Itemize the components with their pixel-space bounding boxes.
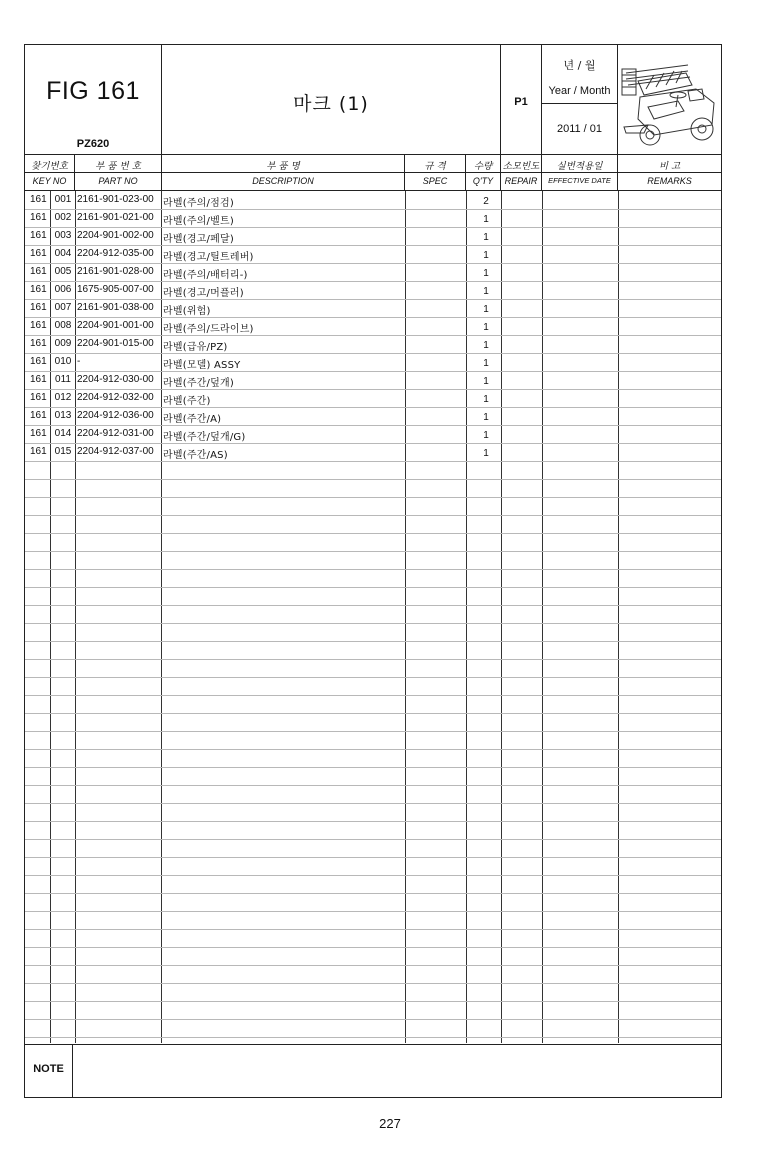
column-label-ko: 규 격 xyxy=(424,161,446,172)
part-description: 라벨(주간/덮개) xyxy=(163,378,234,389)
column-label-en: EFFECTIVE DATE xyxy=(548,176,611,185)
part-number: 2204-912-030-00 xyxy=(77,374,154,385)
column-label-ko: 수량 xyxy=(473,161,493,172)
key-number: 006 xyxy=(54,284,72,295)
column-label-en: REMARKS xyxy=(647,176,692,186)
figure-title: FIG 161 xyxy=(46,77,140,105)
table-row xyxy=(25,245,721,263)
figure-box xyxy=(25,45,162,154)
part-description: 라벨(주의/배터리-) xyxy=(163,270,248,281)
column-label-ko: 부 품 번 호 xyxy=(95,161,141,172)
parts-table-body xyxy=(25,191,721,1043)
key-number: 004 xyxy=(54,248,72,259)
column-label-en: SPEC xyxy=(422,176,448,186)
table-row xyxy=(25,371,721,389)
key-number: 002 xyxy=(54,212,72,223)
quantity: 1 xyxy=(483,268,489,279)
column-qty xyxy=(466,155,501,191)
column-part-no xyxy=(75,155,162,191)
year-month-value: 2011 / 01 xyxy=(556,123,603,135)
quantity: 1 xyxy=(483,376,489,387)
quantity: 1 xyxy=(483,430,489,441)
quantity: 2 xyxy=(483,196,489,207)
part-number: 2204-901-001-00 xyxy=(77,320,154,331)
table-row xyxy=(25,209,721,227)
part-description: 라벨(주간/A) xyxy=(163,414,222,425)
page-number: 227 xyxy=(379,1116,401,1131)
fig-number: 161 xyxy=(30,194,47,205)
machine-illustration-box xyxy=(618,45,722,154)
fig-number: 161 xyxy=(30,356,47,367)
year-month-label-en: Year / Month xyxy=(548,85,611,97)
table-row xyxy=(25,353,721,371)
quantity: 1 xyxy=(483,358,489,369)
key-number: 011 xyxy=(55,374,71,385)
part-description: 라벨(주간) xyxy=(163,396,211,407)
part-number: - xyxy=(77,356,81,367)
key-number: 008 xyxy=(54,320,72,331)
key-number: 010 xyxy=(54,356,72,367)
part-description: 라벨(주의/점검) xyxy=(163,198,234,209)
column-label-en: PART NO xyxy=(98,176,138,186)
column-label-en: Q'TY xyxy=(472,176,494,186)
column-label-ko: 소모빈도 xyxy=(502,161,540,172)
column-label-ko: 찾기번호 xyxy=(31,161,68,172)
part-number: 2204-912-037-00 xyxy=(77,446,154,457)
part-description: 라벨(급유/PZ) xyxy=(163,342,228,353)
note-label: NOTE xyxy=(25,1045,73,1098)
table-row xyxy=(25,227,721,245)
quantity: 1 xyxy=(483,340,489,351)
part-number: 2204-901-002-00 xyxy=(77,230,154,241)
fig-number: 161 xyxy=(30,266,47,277)
part-description: 라벨(주간/AS) xyxy=(163,450,228,461)
fig-number: 161 xyxy=(30,374,47,385)
table-row xyxy=(25,335,721,353)
column-spec xyxy=(405,155,466,191)
fig-number: 161 xyxy=(30,410,47,421)
column-effective-date xyxy=(542,155,618,191)
column-label-ko: 비 고 xyxy=(658,161,681,172)
part-description: 라벨(주의/드라이브) xyxy=(163,324,254,335)
quantity: 1 xyxy=(483,322,489,333)
part-number: 2204-901-015-00 xyxy=(77,338,154,349)
quantity: 1 xyxy=(483,214,489,225)
column-key-no xyxy=(25,155,75,191)
key-number: 015 xyxy=(54,446,72,457)
fig-number: 161 xyxy=(30,212,47,223)
part-group-title: 마크 (1) xyxy=(293,93,369,115)
note-area xyxy=(25,1044,721,1098)
part-title-box xyxy=(162,45,501,154)
key-number: 005 xyxy=(54,266,72,277)
fig-number: 161 xyxy=(30,446,47,457)
page-label: P1 xyxy=(514,96,528,108)
fig-number: 161 xyxy=(30,248,47,259)
quantity: 1 xyxy=(483,286,489,297)
table-row xyxy=(25,425,721,443)
key-number: 012 xyxy=(54,392,72,403)
key-number: 001 xyxy=(54,194,72,205)
page-label-box xyxy=(501,45,542,154)
part-number: 2204-912-031-00 xyxy=(77,428,154,439)
column-label-en: KEY NO xyxy=(32,176,67,186)
column-label-en: REPAIR xyxy=(504,176,538,186)
fig-number: 161 xyxy=(30,392,47,403)
part-description: 라벨(주간/덮개/G) xyxy=(163,432,246,443)
part-number: 1675-905-007-00 xyxy=(77,284,154,295)
fig-number: 161 xyxy=(30,302,47,313)
part-description: 라벨(모델) ASSY xyxy=(163,360,241,371)
column-label-en: DESCRIPTION xyxy=(252,176,314,186)
quantity: 1 xyxy=(483,448,489,459)
quantity: 1 xyxy=(483,304,489,315)
part-description: 라벨(경고/페달) xyxy=(163,234,234,245)
fig-number: 161 xyxy=(30,338,47,349)
year-month-label-ko: 년 / 월 xyxy=(563,59,596,72)
table-row xyxy=(25,317,721,335)
year-month-box xyxy=(542,45,618,154)
column-repair xyxy=(501,155,542,191)
table-row xyxy=(25,263,721,281)
part-description: 라벨(경고/머플러) xyxy=(163,288,244,299)
part-description: 라벨(경고/틸트레버) xyxy=(163,252,254,263)
fig-number: 161 xyxy=(30,284,47,295)
table-row xyxy=(25,389,721,407)
fig-number: 161 xyxy=(30,230,47,241)
column-label-ko: 부 품 명 xyxy=(266,161,300,172)
fig-number: 161 xyxy=(30,320,47,331)
fig-number: 161 xyxy=(30,428,47,439)
quantity: 1 xyxy=(483,250,489,261)
part-description: 라벨(주의/벨트) xyxy=(163,216,234,227)
key-number: 003 xyxy=(54,230,72,241)
part-number: 2204-912-032-00 xyxy=(77,392,154,403)
rice-transplanter-illustration-icon xyxy=(618,45,722,153)
part-description: 라벨(위험) xyxy=(163,306,211,317)
column-label-ko: 실번적용일 xyxy=(556,161,603,172)
column-description xyxy=(162,155,405,191)
part-number: 2161-901-028-00 xyxy=(77,266,154,277)
quantity: 1 xyxy=(483,232,489,243)
table-row xyxy=(25,443,721,461)
key-number: 007 xyxy=(54,302,72,313)
key-number: 009 xyxy=(54,338,72,349)
table-row xyxy=(25,191,721,209)
key-number: 014 xyxy=(54,428,72,439)
part-number: 2161-901-038-00 xyxy=(77,302,154,313)
quantity: 1 xyxy=(483,394,489,405)
table-row xyxy=(25,299,721,317)
table-row xyxy=(25,407,721,425)
model-name: PZ620 xyxy=(76,138,110,150)
part-number: 2161-901-021-00 xyxy=(77,212,154,223)
key-number: 013 xyxy=(54,410,72,421)
parts-list-form xyxy=(24,44,722,1098)
table-row xyxy=(25,281,721,299)
part-number: 2204-912-035-00 xyxy=(77,248,154,259)
column-remarks xyxy=(618,155,721,191)
part-number: 2161-901-023-00 xyxy=(77,194,154,205)
part-number: 2204-912-036-00 xyxy=(77,410,154,421)
quantity: 1 xyxy=(483,412,489,423)
